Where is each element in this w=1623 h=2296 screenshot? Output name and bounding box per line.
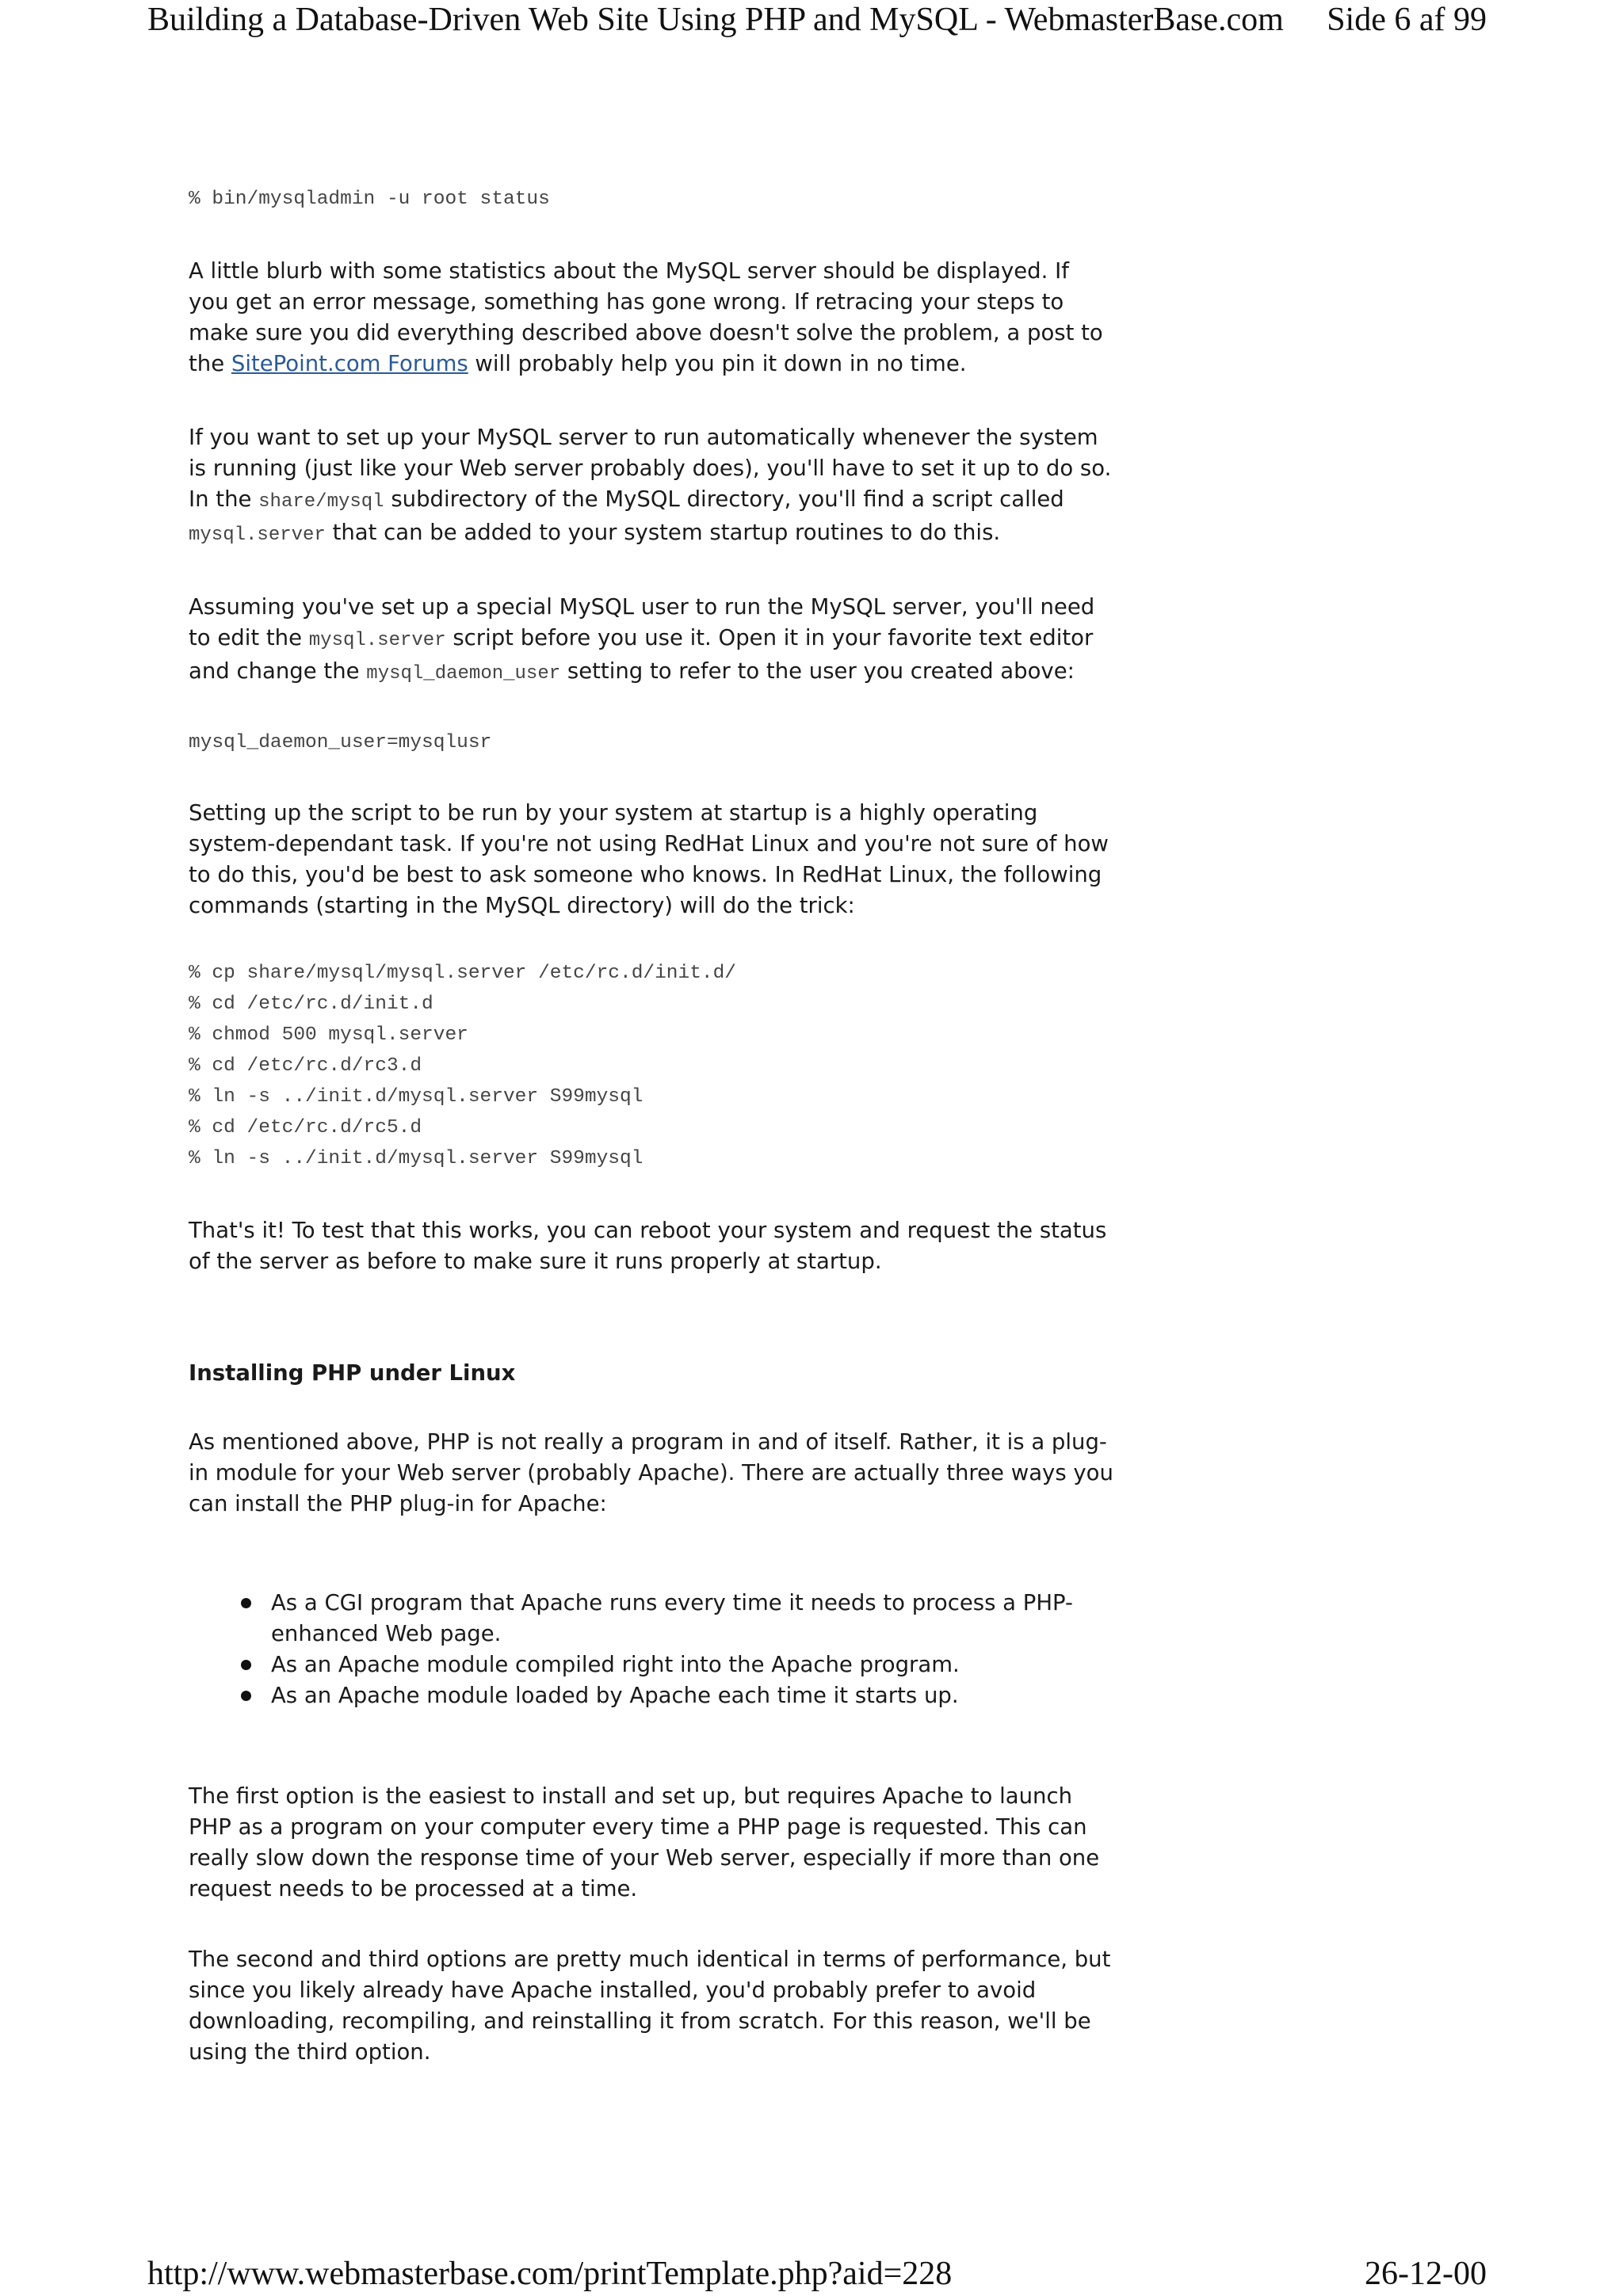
- command-line: % cd /etc/rc.d/rc5.d: [189, 1117, 422, 1138]
- list-item-text: As a CGI program that Apache runs every time it needs to process a PHP-enhanced Web page.: [271, 1590, 1073, 1646]
- list-item-text: As an Apache module loaded by Apache each time it starts up.: [271, 1683, 959, 1708]
- paragraph-auto-start-text-3: that can be added to your system startup routines to do this.: [325, 520, 1001, 545]
- inline-code-mysql-server: mysql.server: [189, 524, 326, 546]
- command-daemon-user: mysql_daemon_user=mysqlusr: [189, 732, 492, 753]
- list-item: [271, 1650, 1116, 1680]
- install-options-list: [189, 1588, 1116, 1711]
- paragraph-daemon-user-text-2: script before you use it. Open it in your favorite text editor and change the: [189, 625, 1094, 684]
- list-item-text: As an Apache module compiled right into the Apache program.: [271, 1652, 960, 1677]
- command-line: % cp share/mysql/mysql.server /etc/rc.d/init.d/: [189, 963, 737, 984]
- section-heading: Installing PHP under Linux: [189, 1360, 516, 1386]
- bullet-icon: [241, 1691, 251, 1701]
- document-title: Building a Database-Driven Web Site Using PHP and MySQL - WebmasterBase.com: [147, 2, 1284, 38]
- paragraph-php-intro: As mentioned above, PHP is not really a program in and of itself. Rather, it is a plug-in module for your Web server (probably Apache). There are actually three ways you can install the PHP plug-in for Apache:: [189, 1429, 1113, 1516]
- inline-code-mysql-server-2: mysql.server: [308, 630, 446, 651]
- inline-code-share-mysql: share/mysql: [258, 491, 384, 513]
- print-header: [147, 0, 1487, 48]
- bullet-icon: [241, 1598, 251, 1608]
- command-line: % ln -s ../init.d/mysql.server S99mysql: [189, 1148, 643, 1169]
- inline-code-daemon-user: mysql_daemon_user: [366, 663, 561, 685]
- print-date: 26-12-00: [1365, 2256, 1487, 2292]
- command-line: % chmod 500 mysql.server: [189, 1024, 468, 1046]
- list-item: [271, 1588, 1116, 1650]
- bullet-icon: [241, 1660, 251, 1670]
- command-line: % ln -s ../init.d/mysql.server S99mysql: [189, 1086, 643, 1108]
- article-content: [189, 184, 1116, 2068]
- paragraph-auto-start: [189, 422, 1116, 551]
- page-url: http://www.webmasterbase.com/printTemplate.php?aid=228: [147, 2256, 953, 2292]
- command-line: % cd /etc/rc.d/init.d: [189, 994, 433, 1015]
- paragraph-startup-script: Setting up the script to be run by your system at startup is a highly operating system-dependant task. If you're not using RedHat Linux and you're not sure of how to do this, you'd be best to ask someone who knows. In RedHat Linux, the following commands (starting in the MySQL directory) will do the trick:: [189, 800, 1109, 918]
- paragraph-second-third-options: The second and third options are pretty much identical in terms of performance, but since you likely already have Apache installed, you'd probably prefer to avoid downloading, recompiling, and reinstalling it from scratch. For this reason, we'll be using the third option.: [189, 1947, 1111, 2065]
- paragraph-status-text-1: A little blurb with some statistics about the MySQL server should be displayed. If you get an error message, something has gone wrong. If retracing your steps to make sure you did everything described above doesn't solve the problem, a post to the: [189, 258, 1103, 376]
- command-mysqladmin-status: % bin/mysqladmin -u root status: [189, 189, 550, 210]
- paragraph-first-option: The first option is the easiest to install and set up, but requires Apache to launch PHP as a program on your computer every time a PHP page is requested. This can really slow down the response time of your Web server, especially if more than one request needs to be processed at a time.: [189, 1783, 1100, 1901]
- command-line: % cd /etc/rc.d/rc3.d: [189, 1055, 422, 1077]
- paragraph-thats-it: That's it! To test that this works, you can reboot your system and request the status of the server as before to make sure it runs properly at startup.: [189, 1218, 1107, 1274]
- paragraph-daemon-user: [189, 592, 1116, 689]
- paragraph-auto-start-text-2: subdirectory of the MySQL directory, you'll find a script called: [384, 486, 1064, 512]
- paragraph-daemon-user-text-3: setting to refer to the user you created above:: [560, 658, 1075, 684]
- sitepoint-forums-link[interactable]: SitePoint.com Forums: [231, 351, 468, 376]
- paragraph-status-blurb: [189, 256, 1116, 379]
- paragraph-daemon-user-text-1: Assuming you've set up a special MySQL user to run the MySQL server, you'll need to edit the: [189, 594, 1095, 650]
- paragraph-status-text-2: will probably help you pin it down in no time.: [468, 351, 967, 376]
- page-number: Side 6 af 99: [1327, 2, 1487, 38]
- startup-commands: [189, 958, 1116, 1174]
- print-footer: [147, 2254, 1487, 2295]
- list-item: [271, 1680, 1116, 1711]
- paragraph-auto-start-text-1: If you want to set up your MySQL server to run automatically whenever the system is running (just like your Web server probably does), you'll have to set it up to do so. In the: [189, 425, 1112, 512]
